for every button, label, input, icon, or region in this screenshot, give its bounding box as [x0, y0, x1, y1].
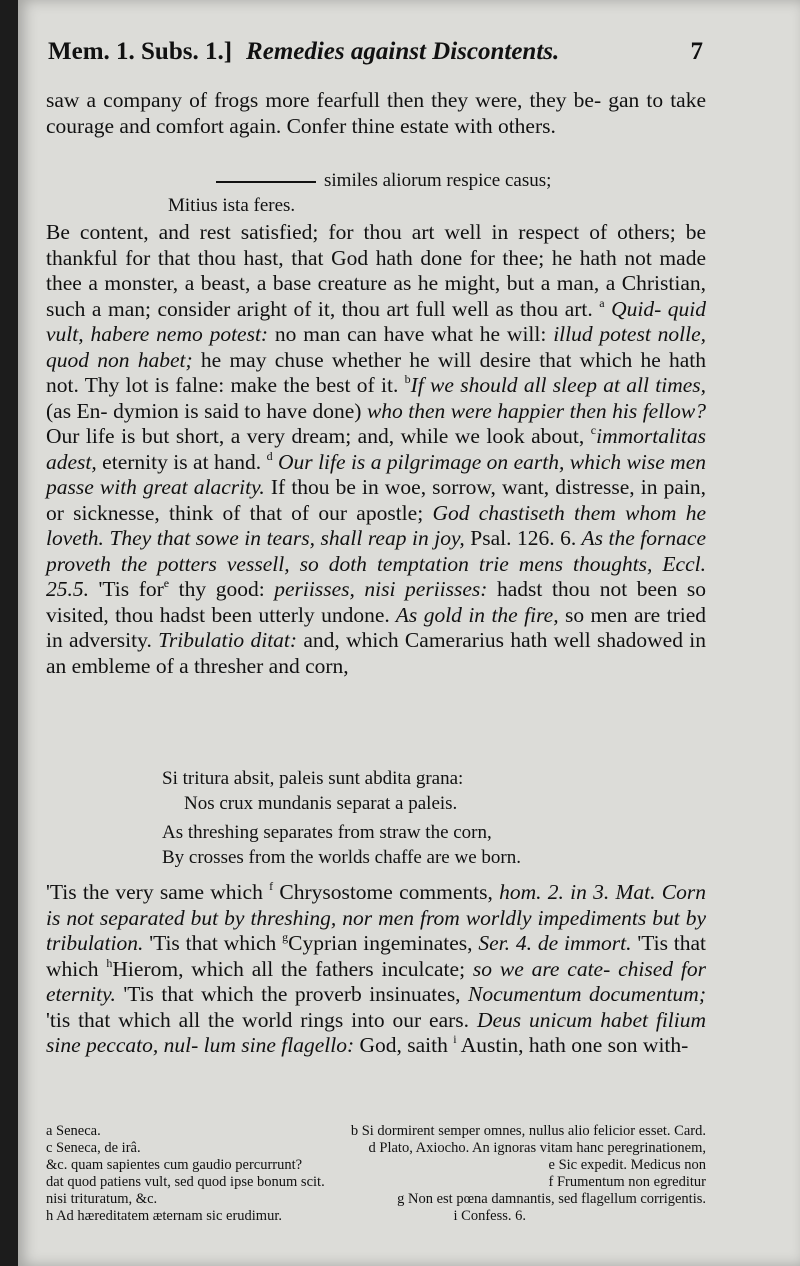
italic-quote: Corn is not separated but by threshing, nor men: [46, 880, 707, 930]
latin-quote: illud potest nolle, quod non habet;: [46, 322, 706, 372]
text-run: 'Tis for: [89, 577, 164, 601]
text-run: no man can have what he will:: [268, 322, 547, 346]
footnote-f-cont: nisi trituratum, &c.: [46, 1191, 158, 1207]
main-text-3: [46, 880, 706, 1059]
verse-line: similes aliorum respice casus;: [324, 170, 552, 191]
text-run: and, which Camerarius: [297, 628, 505, 652]
latin-quote: lum sine flagello:: [203, 1033, 355, 1057]
text-line: Be content, and rest satisfied; for thou art well in respect of: [46, 220, 608, 244]
text-run: hadst been utterly undone.: [159, 602, 390, 627]
text-run: Our life is but short, a very dream; and, while we: [46, 424, 480, 448]
italic-quote: so we are cate-: [465, 956, 611, 981]
italic-quote: fellow?: [642, 398, 706, 423]
text-run: hath well shadowed in an embleme of a thresher and corn,: [46, 628, 707, 678]
paragraph-3: [46, 880, 706, 1059]
text-run: 'Tis that which: [143, 931, 277, 955]
verse-quotation-1: [168, 168, 551, 218]
footnote-e: e Sic expedit. Medicus non: [548, 1157, 706, 1173]
text-run: 'Tis the very same which: [46, 880, 263, 904]
text-run: (as En-: [46, 398, 108, 423]
footnote-f: f Frumentum non egreditur: [548, 1174, 706, 1190]
italic-quote: who then were happier then his: [361, 398, 638, 423]
latin-quote: Nocumentum documentum;: [468, 982, 706, 1006]
text-run: dymion is said to have done): [113, 398, 362, 423]
text-run: Austin, hath one son with-: [456, 1033, 689, 1057]
text-run: will desire that which he hath not. Thy lot is falne: make: [46, 347, 707, 397]
footnote-g: g Non est pœna damnantis, sed flagellum corrigentis.: [397, 1191, 706, 1207]
footnote-d-cont: &c. quam sapientes cum gaudio percurrunt?: [46, 1157, 303, 1173]
text-run: Hierom, which all the fathers inculcate;: [112, 956, 466, 981]
text-line: consider aright of it, thou art full well as thou art.: [157, 296, 593, 321]
footnote-d: d Plato, Axiocho. An ignoras vitam hanc peregrinationem,: [368, 1140, 706, 1156]
latin-quote: quid vult, habere nemo potest:: [46, 296, 707, 346]
text-run: so men are: [558, 602, 661, 627]
text-run: tried in adversity.: [46, 602, 707, 652]
italic-quote: As the fornace proveth the potters vessell, so doth: [46, 526, 706, 576]
latin-quote: Deus unicum habet filium sine peccato, nul-: [46, 1007, 707, 1057]
paragraph-1: [46, 88, 706, 139]
page-number: 7: [690, 38, 703, 65]
dash-rule: [216, 181, 316, 183]
text-run: Chrysostome comments,: [273, 880, 493, 904]
verse-line: Mitius ista feres.: [168, 195, 296, 216]
footnote-mark: e: [163, 576, 170, 590]
footnote-mark: d: [266, 448, 273, 463]
text-run: the best of it.: [283, 373, 399, 397]
footnote-e-cont: dat quod patiens vult, sed quod ipse bonum scit.: [46, 1174, 325, 1190]
italic-quote: alacrity.: [193, 475, 265, 499]
text-run: he may chuse whether he: [192, 347, 430, 372]
text-line: with others.: [454, 113, 556, 138]
footnote-mark: i: [453, 1032, 457, 1046]
footnote-mark: g: [282, 930, 289, 944]
text-run: into our ears.: [351, 1007, 470, 1032]
italic-quote: As gold in the fire,: [389, 602, 559, 627]
footnote-mark: a: [599, 295, 605, 310]
running-header: [48, 38, 703, 66]
verse-line: Si tritura absit, paleis sunt abdita grana:: [162, 768, 464, 789]
footnote-h: h Ad hæreditatem æternam sic erudimur.: [46, 1208, 282, 1224]
text-line: for thee; he hath not made thee a monster, a beast, a base: [46, 245, 706, 295]
latin-quote: Quid-: [611, 296, 662, 321]
section-reference: Mem. 1. Subs. 1.]: [48, 38, 233, 65]
footnotes: [46, 1123, 706, 1225]
footnote-mark: b: [404, 372, 411, 386]
text-run: 'Tis that which the proverb insinuates,: [115, 982, 461, 1006]
text-run: God, saith: [354, 1033, 448, 1057]
footnote-a: a Seneca.: [46, 1123, 101, 1139]
citation: 25.5.: [46, 577, 89, 601]
footnote-c: c Seneca, de irâ.: [46, 1140, 141, 1156]
footnote-mark: c: [590, 423, 597, 437]
footnote-mark: f: [269, 879, 274, 893]
italic-quote: temptation trie mens thoughts, Eccl.: [376, 551, 706, 576]
verse-quotation-2: [158, 766, 521, 870]
italic-quote: Our: [277, 449, 313, 474]
text-line: creature as he might, but a man, a Christian, such a man;: [46, 271, 706, 321]
latin-quote: immortalitas adest,: [46, 424, 706, 474]
paragraph-2: [46, 220, 706, 679]
citation: Psal. 126. 6.: [470, 526, 577, 550]
text-line: saw a company of frogs more fearfull then they were, they be-: [46, 88, 602, 112]
citation: hom. 2.: [492, 880, 564, 904]
text-line: gan to take courage and comfort again. Confer thine estate: [46, 88, 707, 138]
main-text-2: [46, 220, 706, 679]
verse-line: By crosses from the worlds chaffe are we born.: [162, 847, 521, 868]
citation: Ser. 4. de immort.: [472, 931, 632, 955]
text-run: eternity is at hand.: [96, 449, 262, 474]
verse-line: Nos crux mundanis separat a paleis.: [184, 793, 458, 814]
italic-quote: life is a pilgrimage on earth, which wise men passe with great: [46, 449, 706, 499]
latin-quote: periisses, nisi periisses:: [274, 577, 488, 601]
text-line: others; be thankful for that thou hast, that God hath done: [46, 220, 707, 270]
text-run: Cyprian ingeminates,: [288, 931, 473, 955]
text-run: thy good:: [169, 577, 265, 601]
latin-quote: Tribulatio ditat:: [151, 628, 298, 652]
verse-line: As threshing separates from straw the corn,: [162, 822, 492, 843]
text-run: or sicknesse, think of that of our apostle;: [46, 500, 424, 525]
footnote-i: i Confess. 6.: [453, 1208, 526, 1224]
italic-quote: chised for eternity.: [46, 956, 706, 1006]
text-run: 'tis that which all the world rings: [46, 1007, 344, 1032]
text-run: If thou be in woe, sorrow, want, distresse, in pain,: [264, 475, 706, 499]
italic-quote: If we should all sleep at all times,: [410, 373, 707, 397]
italic-quote: God chastiseth them: [423, 500, 616, 525]
text-run: look about,: [486, 424, 585, 448]
page-title: Remedies against Discontents.: [246, 38, 560, 65]
italic-quote: whom he loveth. They that sowe in tears, shall reap in joy,: [46, 500, 707, 550]
book-page: [18, 0, 800, 1266]
footnote-b: b Si dormirent semper omnes, nullus alio felicior esset. Card.: [350, 1123, 706, 1139]
main-text: [46, 88, 706, 139]
text-run: 'Tis that which: [46, 931, 707, 981]
text-run: hadst thou not been so visited, thou: [46, 577, 707, 627]
citation: in 3. Mat.: [570, 880, 656, 904]
italic-quote: from worldly impediments but by tribulation.: [46, 905, 706, 955]
footnote-mark: h: [106, 955, 113, 970]
